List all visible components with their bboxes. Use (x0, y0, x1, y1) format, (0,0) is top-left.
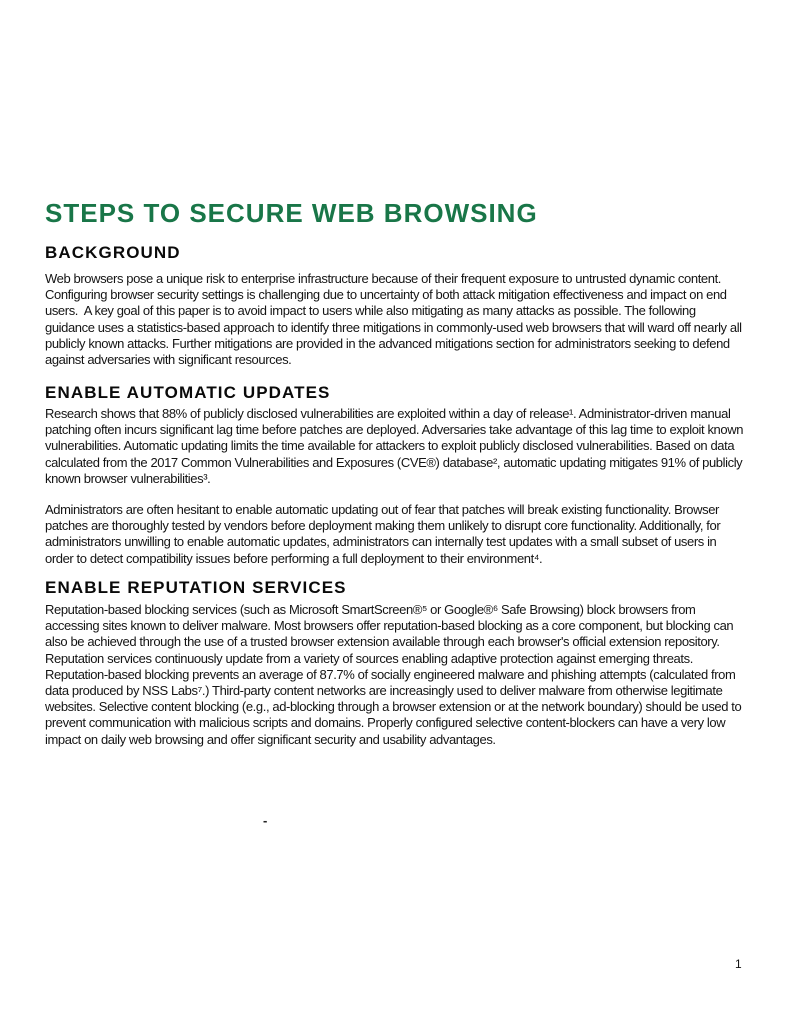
paragraph-automatic-updates-2: Administrators are often hesitant to enable automatic updating out of fear that patches will break existing functionality. Browser patches are thoroughly tested by vendors before deployment making them unlikely to disrupt core functionality. Additionally, for administrators unwilling to enable automatic updates, administrators can internally test updates with a small subset of users in order to detect compatibility issues before performing a full deployment to their environment⁴. (45, 502, 724, 566)
section-heading-automatic-updates: ENABLE AUTOMATIC UPDATES (45, 383, 331, 402)
document-title: STEPS TO SECURE WEB BROWSING (45, 198, 538, 228)
paragraph-background: Web browsers pose a unique risk to enterprise infrastructure because of their frequent exposure to untrusted dynamic content. Configuring browser security settings is challenging due to uncertainty of both attack mitigation effectiveness and impact on end users. A key goal of this paper is to avoid impact to users while also mitigating as many attacks as possible. The following guidance uses a statistics-based approach to identify three mitigations in commonly-used web browsers that will ward off nearly all publicly known attacks. Further mitigations are provided in the advanced mitigations section for administrators seeking to defend against adversaries with significant resources. (45, 271, 745, 368)
page-number: 1 (735, 957, 742, 971)
paragraph-automatic-updates-1: Research shows that 88% of publicly disclosed vulnerabilities are exploited within a day of release¹. Administrator-driven manual patching often incurs significant lag time before patches are deployed. Adversaries take advantage of this lag time to exploit known vulnerabilities. Automatic updating limits the time available for attackers to exploit publicly disclosed vulnerabilities. Based on data calculated from the 2017 Common Vulnerabilities and Exposures (CVE®) database², automatic updating mitigates 91% of publicly known browser vulnerabilities³. (45, 406, 747, 486)
section-heading-background: BACKGROUND (45, 243, 181, 262)
paragraph-reputation-services: Reputation-based blocking services (such as Microsoft SmartScreen®⁵ or Google®⁶ Safe Browsing) block browsers from accessing sites known to deliver malware. Most browsers offer reputation-based blocking as a core component, but blocking can also be achieved through the use of a trusted browser extension available through each browser's official extension repository. Reputation services continuously update from a variety of sources enabling adaptive protection against emerging threats. Reputation-based blocking prevents an average of 87.7% of socially engineered malware and phishing attempts (calculated from data produced by NSS Labs⁷.) Third-party content networks are increasingly used to deliver malware from otherwise legitimate websites. Selective content blocking (e.g., ad-blocking through a browser extension or at the network boundary) should be used to prevent communication with malicious scripts and domains. Properly configured selective content-blockers can have a very low impact on daily web browsing and offer significant security and usability advantages. (45, 602, 745, 747)
scan-artifact-dash: - (263, 813, 268, 828)
section-heading-reputation-services: ENABLE REPUTATION SERVICES (45, 578, 347, 597)
